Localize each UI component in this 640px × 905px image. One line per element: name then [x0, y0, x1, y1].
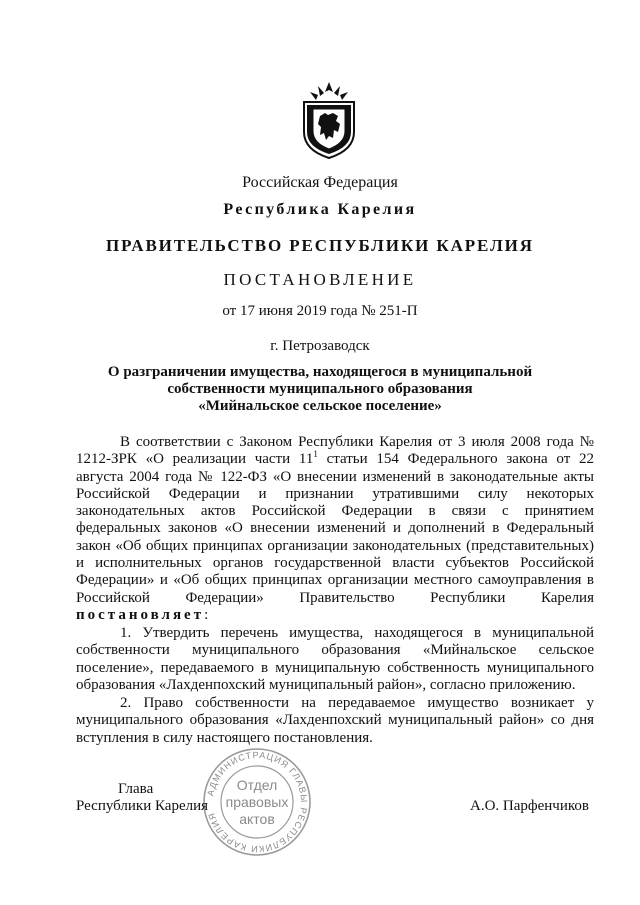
stamp-line: Отдел: [236, 777, 278, 793]
superscript: 1: [313, 449, 318, 460]
stamp-line: правовых: [225, 794, 289, 810]
coat-of-arms-emblem: [298, 80, 360, 160]
title-line: собственности муниципального образования: [167, 381, 473, 397]
country-name: Российская Федерация: [242, 174, 398, 191]
stamp-ring-text: АДМИНИСТРАЦИЯ ГЛАВЫ РЕСПУБЛИКИ КАРЕЛИЯ: [205, 749, 310, 855]
signatory-title-line2: Республики Карелия: [76, 798, 209, 814]
signatory-name: А.О. Парфенчиков: [470, 798, 589, 814]
title-line: О разграничении имущества, находящегося в муниципальной: [107, 364, 533, 380]
government-name: ПРАВИТЕЛЬСТВО РЕСПУБЛИКИ КАРЕЛИЯ: [106, 236, 534, 255]
document-type: ПОСТАНОВЛЕНИЕ: [223, 270, 417, 289]
city: г. Петрозаводск: [270, 338, 370, 354]
document-title: [100, 364, 540, 415]
stamp-line: актов: [239, 811, 275, 827]
body-paragraph-2: [76, 695, 594, 747]
paragraph-2-text: 2. Право собственности на передаваемое имущество возникает у муниципального образования «Лахденпохский муниципальный район» со дня вступления в силу настоящего постановления.: [76, 695, 594, 746]
signatory-title-line1: Глава: [118, 781, 154, 797]
body-paragraph-preamble: [76, 434, 594, 624]
resolves-word: постановляет: [76, 606, 205, 623]
date-number: от 17 июня 2019 года № 251-П: [222, 303, 418, 319]
title-line: «Мийнальское сельское поселение»: [198, 398, 442, 414]
republic-name: Республика Карелия: [223, 201, 417, 218]
legal-department-stamp: [201, 746, 313, 858]
preamble-text-a: В соответствии с Законом Республики Карелия от 3 июля 2008 года № 1212-ЗРК «О реализации части 11: [76, 434, 594, 468]
preamble-text-b: статьи 154 Федерального закона от 22 августа 2004 года № 122-ФЗ «О внесении изменений в законодательные акты Российской Федерации и признании утратившими силу некоторых законодательных актов Российской Федерации в связи с принятием федеральных законов «О внесении изменений и дополнений в Федеральный закон «Об общих принципах организации законодательных (представительных) и исполнительных органов государственной власти субъектов Российской Федерации» и «Об общих принципах организации местного самоуправления в Российской Федерации» Правительство Республики Карелия: [76, 451, 594, 606]
body-paragraph-1: [76, 625, 594, 694]
paragraph-1-text: 1. Утвердить перечень имущества, находящегося в муниципальной собственности муниципального образования «Мийнальское сельское поселение», передаваемого в муниципальную собственность муниципального образования «Лахденпохский муниципальный район», согласно приложению.: [76, 625, 594, 693]
resolves-colon: :: [204, 606, 209, 623]
emblem-crown-rays: [310, 82, 348, 100]
